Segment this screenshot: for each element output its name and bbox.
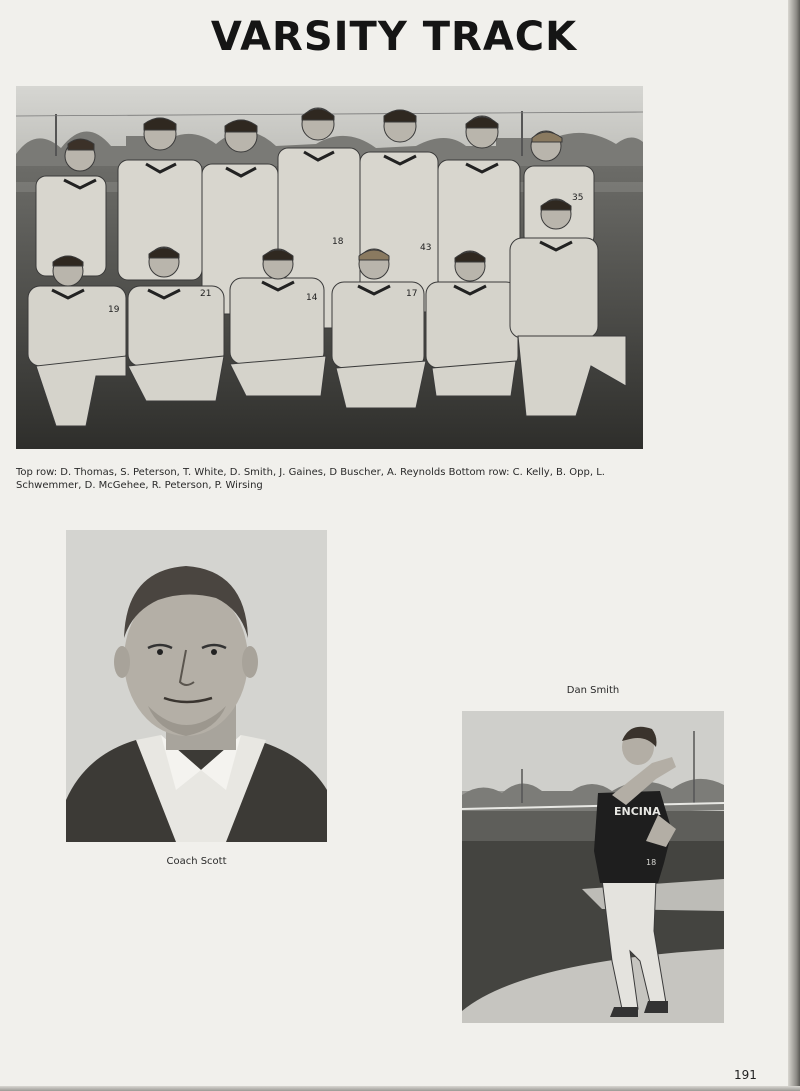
athlete-photo-caption: Dan Smith xyxy=(566,685,620,696)
team-photo-caption: Top row: D. Thomas, S. Peterson, T. White, D. Smith, J. Gaines, D Buscher, A. Reynolds Bottom row: C. Kelly, B. Opp, L. Schwemmer, D. McGehee, R. Peterson, P. Wirsing xyxy=(16,467,605,491)
jersey-number: 21 xyxy=(200,289,212,299)
coach-photo xyxy=(66,530,327,842)
jersey-number: 43 xyxy=(420,243,432,253)
jersey-number: 14 xyxy=(306,293,318,303)
coach-photo-caption: Coach Scott xyxy=(166,856,227,867)
page-binding-edge xyxy=(788,0,800,1091)
athlete-shirt-text: ENCINA xyxy=(614,805,661,818)
athlete-photo xyxy=(462,711,724,1023)
jersey-number: 35 xyxy=(572,193,584,203)
team-photo xyxy=(16,86,643,449)
page-title: VARSITY TRACK xyxy=(210,14,578,60)
page-bottom-edge xyxy=(0,1086,800,1091)
jersey-number: 19 xyxy=(108,305,120,315)
page-number: 191 xyxy=(734,1068,757,1082)
athlete-shirt-number: 18 xyxy=(646,858,657,867)
jersey-number: 18 xyxy=(332,237,344,247)
jersey-number: 17 xyxy=(406,289,418,299)
